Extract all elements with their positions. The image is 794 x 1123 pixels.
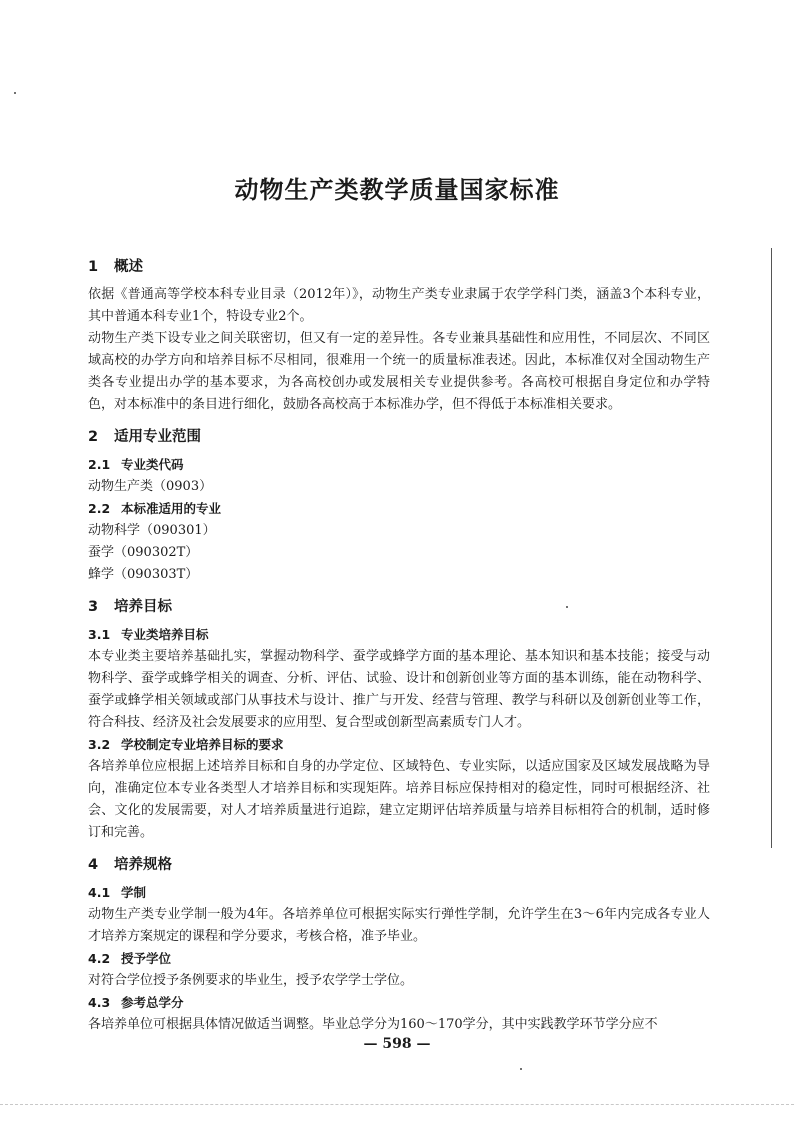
scan-speck [566, 606, 568, 608]
section-3-heading [88, 596, 710, 618]
subsection-heading [88, 882, 710, 904]
scan-speck [520, 1068, 522, 1070]
paragraph: 依据《普通高等学校本科专业目录（2012年）》，动物生产类专业隶属于农学学科门类，涵盖3个本科专业，其中普通本科专业1个，特设专业2个。 [88, 287, 710, 324]
list-item: 蚕学（090302T） [88, 545, 199, 560]
document-body [88, 256, 710, 1036]
section-2-heading [88, 426, 710, 448]
list-item: 动物科学（090301） [88, 523, 216, 538]
section-title: 培养规格 [114, 857, 172, 873]
section-title: 适用专业范围 [114, 429, 201, 445]
subsection-number: 3.2 [88, 737, 111, 752]
subsection-title: 专业类代码 [121, 457, 184, 472]
subsection-title: 学制 [121, 885, 147, 900]
document-title: 动物生产类教学质量国家标准 [234, 176, 560, 204]
section-4-heading [88, 854, 710, 876]
section-title: 培养目标 [114, 599, 172, 615]
scan-edge-line [0, 1104, 794, 1106]
section-number: 4 [88, 857, 99, 873]
scan-margin-line [771, 248, 772, 848]
paragraph: 本专业类主要培养基础扎实，掌握动物科学、蚕学或蜂学方面的基本理论、基本知识和基本技能；接受与动物科学、蚕学或蜂学相关的调查、分析、评估、试验、设计和创新创业等方面的基本训练，能在动物科学、蚕学或蜂学相关领域或部门从事技术与设计、推广与开发、经营与管理、教学与科研以及创新创业等工作，符合科技、经济及社会发展要求的应用型、复合型或创新型高素质专门人才。 [88, 649, 710, 730]
subsection-heading [88, 734, 710, 756]
subsection-heading [88, 498, 710, 520]
subsection-title: 参考总学分 [121, 995, 184, 1010]
subsection-title: 学校制定专业培养目标的要求 [121, 737, 284, 752]
subsection-number: 2.1 [88, 457, 111, 472]
section-title: 概述 [114, 259, 143, 275]
section-number: 3 [88, 599, 99, 615]
paragraph: 各培养单位可根据具体情况做适当调整。毕业总学分为160～170学分，其中实践教学环节学分应不 [88, 1017, 658, 1032]
scan-speck [14, 92, 16, 94]
section-number: 2 [88, 429, 99, 445]
paragraph: 对符合学位授予条例要求的毕业生，授予农学学士学位。 [88, 973, 414, 988]
section-1-heading [88, 256, 710, 278]
section-number: 1 [88, 259, 99, 275]
subsection-number: 3.1 [88, 627, 111, 642]
subsection-heading [88, 454, 710, 476]
subsection-number: 4.1 [88, 885, 111, 900]
subsection-title: 专业类培养目标 [121, 627, 209, 642]
subsection-title: 授予学位 [121, 951, 172, 966]
page-number: — 598 — [363, 1036, 431, 1052]
subsection-number: 2.2 [88, 501, 111, 516]
subsection-number: 4.2 [88, 951, 111, 966]
paragraph: 动物生产类专业学制一般为4年。各培养单位可根据实际实行弹性学制，允许学生在3～6年内完成各专业人才培养方案规定的课程和学分要求，考核合格，准予毕业。 [88, 907, 710, 944]
list-item: 动物生产类（0903） [88, 479, 213, 494]
list-item: 蜂学（090303T） [88, 567, 199, 582]
subsection-heading [88, 624, 710, 646]
subsection-heading [88, 992, 710, 1014]
subsection-number: 4.3 [88, 995, 111, 1010]
subsection-title: 本标准适用的专业 [121, 501, 222, 516]
subsection-heading [88, 948, 710, 970]
paragraph: 各培养单位应根据上述培养目标和自身的办学定位、区域特色、专业实际，以适应国家及区域发展战略为导向，准确定位本专业各类型人才培养目标和实现矩阵。培养目标应保持相对的稳定性，同时可根据经济、社会、文化的发展需要，对人才培养质量进行追踪，建立定期评估培养质量与培养目标相符合的机制，适时修订和完善。 [88, 759, 710, 840]
paragraph: 动物生产类下设专业之间关联密切，但又有一定的差异性。各专业兼具基础性和应用性，不同层次、不同区域高校的办学方向和培养目标不尽相同，很难用一个统一的质量标准表述。因此，本标准仅对全国动物生产类各专业提出办学的基本要求，为各高校创办或发展相关专业提供参考。各高校可根据自身定位和办学特色，对本标准中的条目进行细化，鼓励各高校高于本标准办学，但不得低于本标准相关要求。 [88, 331, 710, 412]
